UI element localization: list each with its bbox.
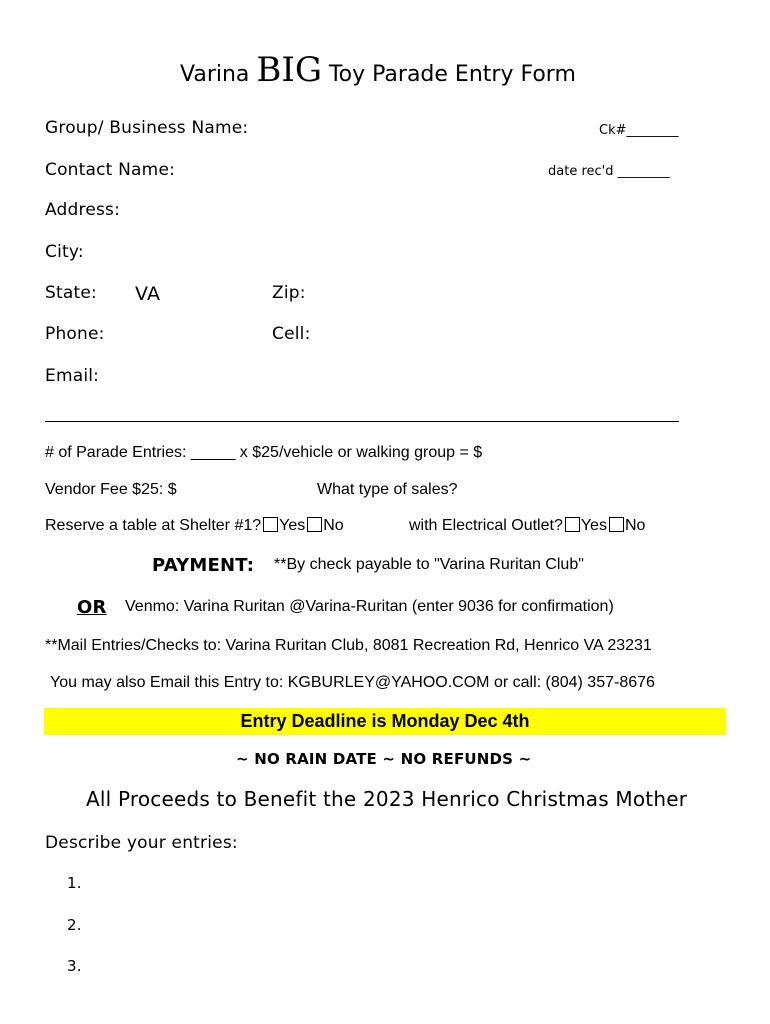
- city-label: City:: [45, 242, 84, 262]
- phone-label: Phone:: [45, 324, 105, 344]
- parade-entries-line: # of Parade Entries: _____ x $25/vehicle or walking group = $: [45, 444, 483, 461]
- separator-line: [45, 421, 679, 422]
- title-suffix: Toy Parade Entry Form: [321, 62, 576, 87]
- entry-item-1: 1.: [67, 874, 82, 892]
- reserve-no-checkbox[interactable]: [307, 517, 322, 532]
- check-number-field: Ck#________: [599, 123, 679, 138]
- zip-label: Zip:: [272, 283, 306, 303]
- date-received-field: date rec'd ________: [548, 164, 670, 179]
- address-label: Address:: [45, 200, 121, 220]
- electrical-yes-label: Yes: [580, 517, 607, 534]
- electrical-outlet-row: [409, 517, 645, 535]
- electrical-no-checkbox[interactable]: [609, 517, 624, 532]
- entry-item-2: 2.: [67, 916, 82, 934]
- group-business-name-label: Group/ Business Name:: [45, 118, 249, 138]
- payment-label: PAYMENT:: [152, 555, 255, 576]
- electrical-outlet-label: with Electrical Outlet?: [409, 517, 563, 534]
- payment-check-text: **By check payable to "Varina Ruritan Club": [274, 556, 584, 573]
- mail-instructions: **Mail Entries/Checks to: Varina Ruritan Club, 8081 Recreation Rd, Henrico VA 23231: [45, 637, 652, 654]
- or-label: OR: [77, 597, 107, 618]
- title-big: BIG: [256, 50, 322, 90]
- deadline-banner: [44, 708, 726, 735]
- electrical-no-label: No: [624, 517, 646, 534]
- sales-type-question: What type of sales?: [317, 481, 458, 498]
- title-prefix: Varina: [180, 62, 257, 87]
- state-value: VA: [135, 283, 161, 305]
- email-instructions: You may also Email this Entry to: KGBURLEY@YAHOO.COM or call: (804) 357-8676: [50, 674, 655, 691]
- no-rain-date-notice: ~ NO RAIN DATE ~ NO REFUNDS ~: [236, 750, 532, 768]
- electrical-yes-checkbox[interactable]: [565, 517, 580, 532]
- cell-label: Cell:: [272, 324, 311, 344]
- entry-item-3: 3.: [67, 957, 82, 975]
- describe-entries-label: Describe your entries:: [45, 833, 238, 853]
- reserve-table-label: Reserve a table at Shelter #1?: [45, 517, 262, 534]
- deadline-text: Entry Deadline is Monday Dec 4th: [240, 711, 530, 731]
- venmo-text: Venmo: Varina Ruritan @Varina-Ruritan (enter 9036 for confirmation): [125, 598, 614, 615]
- reserve-no-label: No: [323, 517, 344, 534]
- reserve-yes-checkbox[interactable]: [263, 517, 278, 532]
- reserve-yes-label: Yes: [279, 517, 306, 534]
- vendor-fee-line: Vendor Fee $25: $: [45, 481, 177, 498]
- email-label: Email:: [45, 366, 100, 386]
- form-title: [180, 50, 576, 90]
- contact-name-label: Contact Name:: [45, 160, 176, 180]
- proceeds-notice: All Proceeds to Benefit the 2023 Henrico Christmas Mother: [86, 787, 688, 811]
- state-label: State:: [45, 283, 97, 303]
- reserve-table-row: [45, 517, 344, 535]
